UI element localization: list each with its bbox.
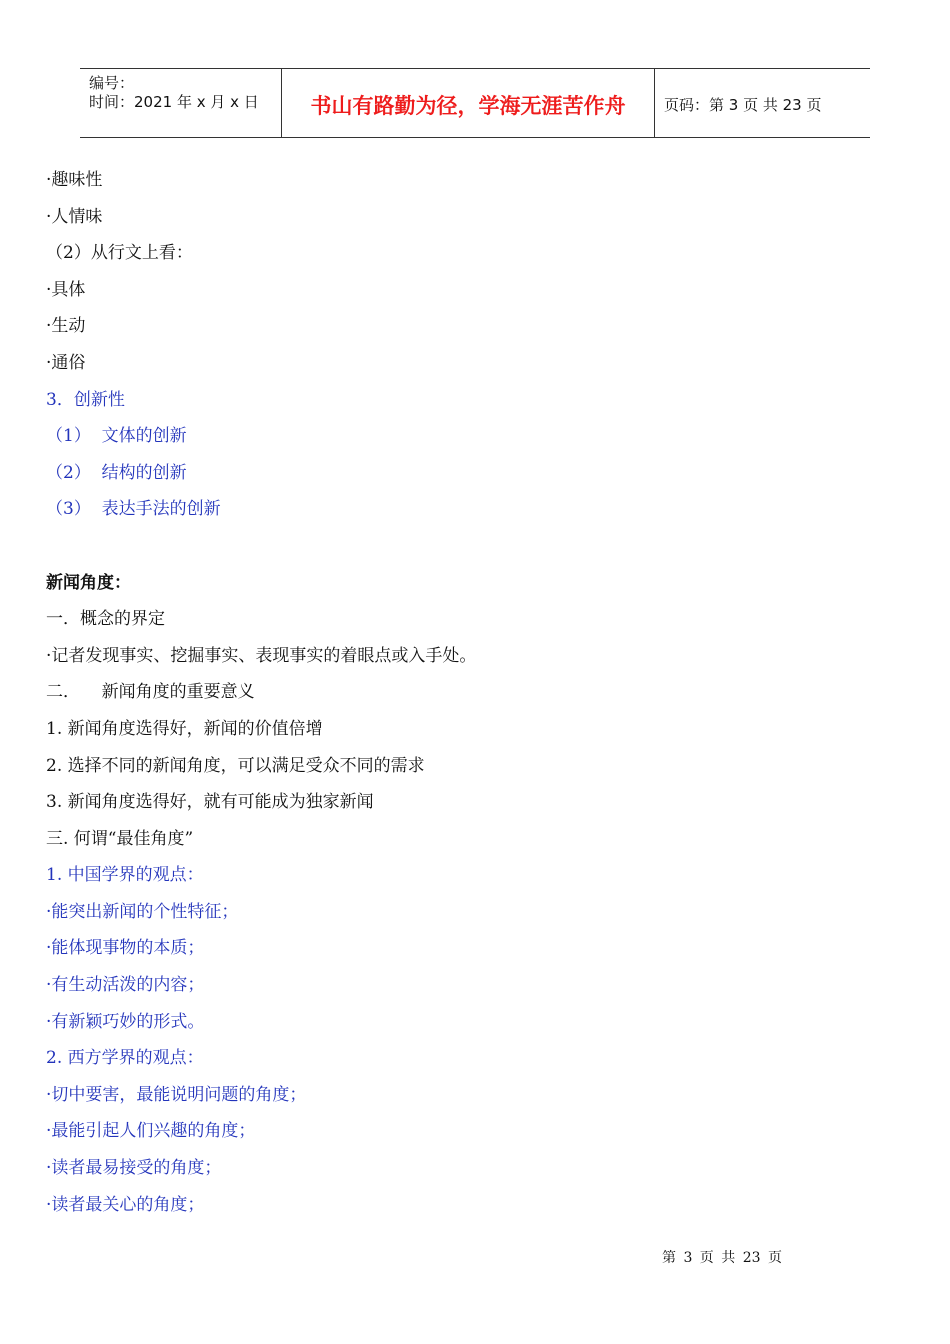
text-line: 1. 中国学界的观点： [46,865,204,886]
text-line: 3. 新闻角度选得好，就有可能成为独家新闻 [46,792,374,813]
text-line: ·能突出新闻的个性特征； [46,901,239,922]
text-line: ·通俗 [46,352,86,373]
page-header [80,68,870,138]
text-line: ·读者最易接受的角度； [46,1158,222,1179]
text-line: 2. 西方学界的观点： [46,1048,204,1069]
text-line: ·记者发现事实、挖掘事实、表现事实的着眼点或入手处。 [46,645,477,666]
header-page-cell [655,69,870,137]
text-line: （1） 文体的创新 [46,426,187,447]
section-heading: 新闻角度： [46,572,131,593]
text-line: ·人情味 [46,206,103,227]
number-label: 编号： [89,74,135,92]
text-line: 一．概念的界定 [46,609,165,630]
text-line: ·具体 [46,279,86,300]
blank-line [46,534,886,571]
page-footer: 第 3 页 共 23 页 [662,1250,782,1266]
text-line: ·生动 [46,316,86,337]
text-line: ·有生动活泼的内容； [46,975,205,996]
text-line: 3．创新性 [46,389,125,410]
text-line: 二． 新闻角度的重要意义 [46,682,255,703]
text-line: （2）从行文上看： [46,243,193,264]
text-line: ·最能引起人们兴趣的角度； [46,1121,256,1142]
header-motto-cell [281,69,655,137]
text-line: 三. 何谓“最佳角度” [46,828,194,849]
document-body [46,168,886,1229]
text-line: ·有新颖巧妙的形式。 [46,1011,205,1032]
text-line: 2. 选择不同的新闻角度，可以满足受众不同的需求 [46,755,425,776]
text-line: （2） 结构的创新 [46,462,187,483]
text-line: ·能体现事物的本质； [46,938,205,959]
text-line: 1. 新闻角度选得好，新闻的价值倍增 [46,718,323,739]
header-meta-cell [80,69,280,137]
text-line: ·读者最关心的角度； [46,1194,205,1215]
motto: 书山有路勤为径，学海无涯苦作舟 [310,94,626,118]
text-line: ·切中要害，最能说明问题的角度； [46,1084,307,1105]
date-label: 时间：2021 年 x 月 x 日 [89,93,259,111]
text-line: ·趣味性 [46,170,103,190]
text-line: （3） 表达手法的创新 [46,499,221,520]
page-info: 页码：第 3 页 共 23 页 [664,96,822,114]
